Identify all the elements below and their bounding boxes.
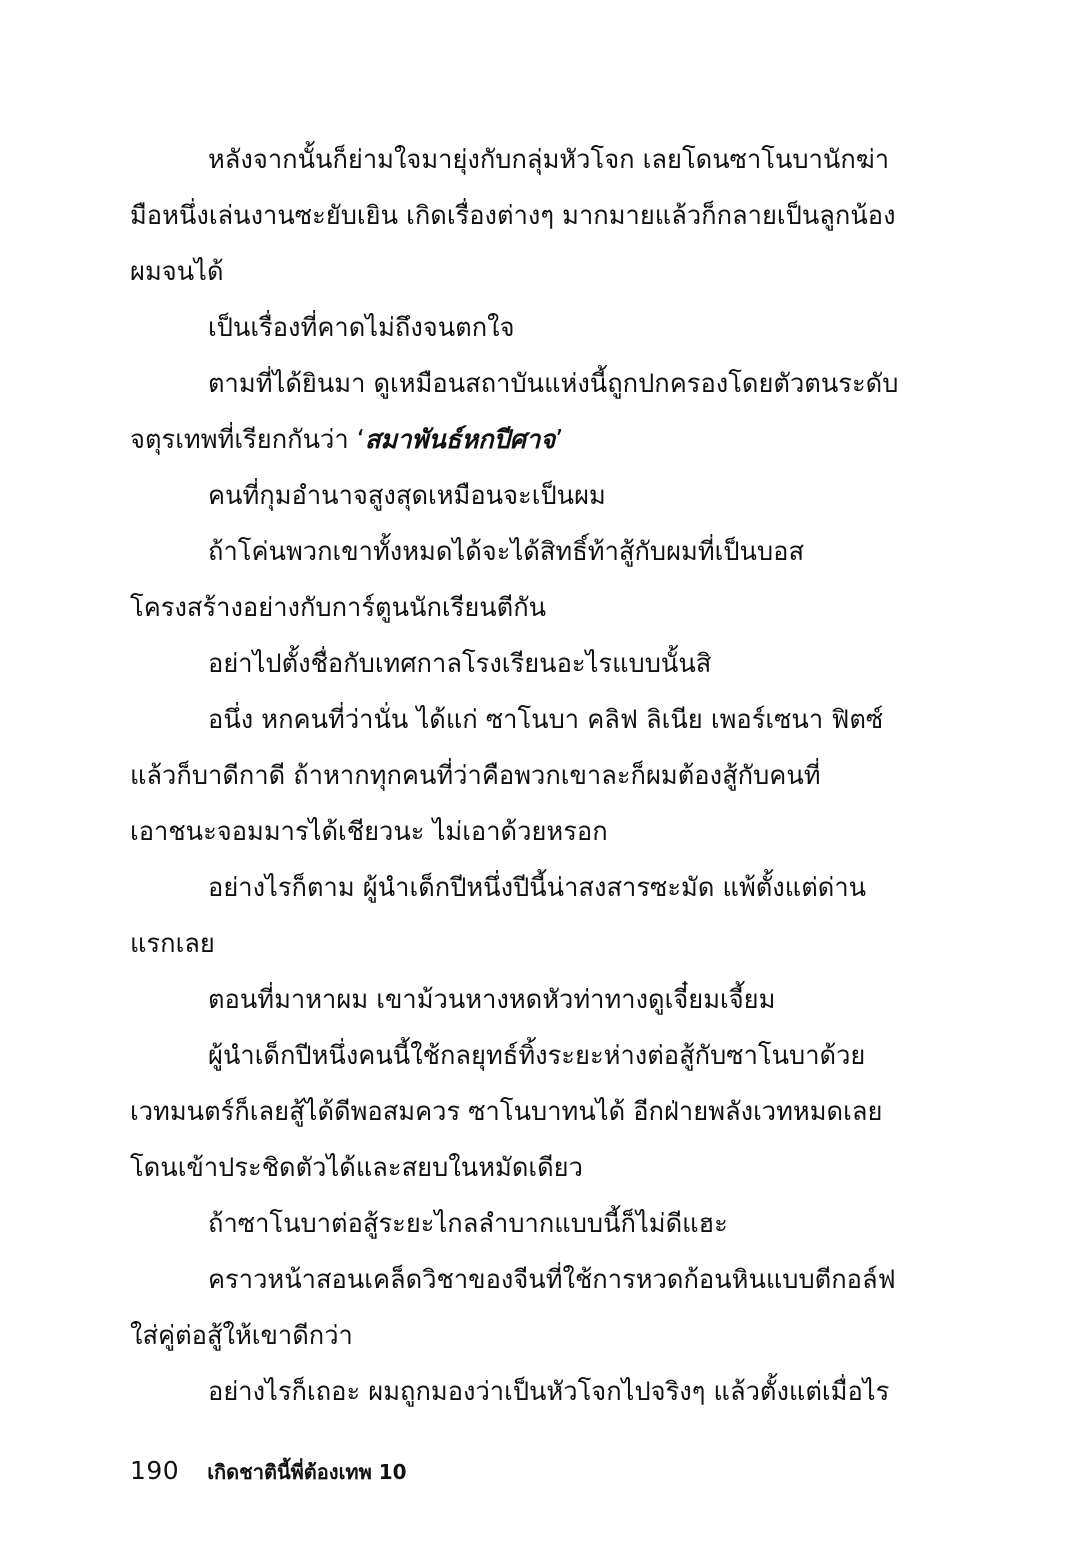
paragraph: อย่างไรก็เถอะ ผมถูกมองว่าเป็นหัวโจกไปจริงๆ แล้วตั้งแต่เมื่อไร <box>208 1377 890 1407</box>
running-title: เกิดชาตินี้พี่ต้องเทพ 10 <box>207 1460 407 1484</box>
page-footer <box>130 1456 407 1488</box>
paragraph: คนที่กุมอำนาจสูงสุดเหมือนจะเป็นผม <box>208 481 606 511</box>
paragraph: เป็นเรื่องที่คาดไม่ถึงจนตกใจ <box>208 313 515 343</box>
paragraph: อย่างไรก็ตาม ผู้นำเด็กปีหนึ่งปีนี้น่าสงสารซะมัด แพ้ตั้งแต่ด่านแรกเลย <box>130 873 867 959</box>
paragraph: อนึ่ง หกคนที่ว่านั่น ได้แก่ ซาโนบา คลิฟ ลิเนีย เพอร์เซนา ฟิตซ์ แล้วก็บาดีกาดี ถ้าหากทุกคนที่ว่าคือพวกเขาละก็ผมต้องสู้กับคนที่เอาชนะจอมมารได้เชียวนะ ไม่เอาด้วยหรอก <box>130 705 884 847</box>
paragraph-tail: ’ <box>555 425 564 455</box>
paragraph: อย่าไปตั้งชื่อกับเทศกาลโรงเรียนอะไรแบบนั้นสิ <box>208 649 712 679</box>
paragraph: ตามที่ได้ยินมา ดูเหมือนสถาบันแห่งนี้ถูกปกครองโดยตัวตนระดับจตุรเทพที่เรียกกันว่า ‘สมาพันธ์หกปีศาจ’ <box>130 369 899 455</box>
page-number: 190 <box>130 1456 180 1485</box>
paragraph: คราวหน้าสอนเคล็ดวิชาของจีนที่ใช้การหวดก้อนหินแบบตีกอล์ฟใส่คู่ต่อสู้ให้เขาดีกว่า <box>130 1265 896 1351</box>
paragraph: ถ้าซาโนบาต่อสู้ระยะไกลลำบากแบบนี้ก็ไม่ดีแฮะ <box>208 1209 728 1239</box>
paragraph: หลังจากนั้นก็ย่ามใจมายุ่งกับกลุ่มหัวโจก เลยโดนซาโนบานักฆ่ามือหนึ่งเล่นงานซะยับเยิน เกิดเรื่องต่างๆ มากมายแล้วก็กลายเป็นลูกน้องผมจนได้ <box>130 145 896 287</box>
paragraph: ผู้นำเด็กปีหนึ่งคนนี้ใช้กลยุทธ์ทิ้งระยะห่างต่อสู้กับซาโนบาด้วยเวทมนตร์ก็เลยสู้ได้ดีพอสมควร ซาโนบาทนได้ อีกฝ่ายพลังเวทหมดเลยโดนเข้าประชิดตัวได้และสยบในหมัดเดียว <box>130 1041 883 1183</box>
paragraph: ถ้าโค่นพวกเขาทั้งหมดได้จะได้สิทธิ์ท้าสู้กับผมที่เป็นบอส โครงสร้างอย่างกับการ์ตูนนักเรียนตีกัน <box>130 537 805 623</box>
paragraph: ตอนที่มาหาผม เขาม้วนหางหดหัวท่าทางดูเจี๋ยมเจี้ยม <box>208 985 776 1015</box>
page-body <box>130 132 900 1420</box>
emphasized-term: สมาพันธ์หกปีศาจ <box>364 425 556 455</box>
